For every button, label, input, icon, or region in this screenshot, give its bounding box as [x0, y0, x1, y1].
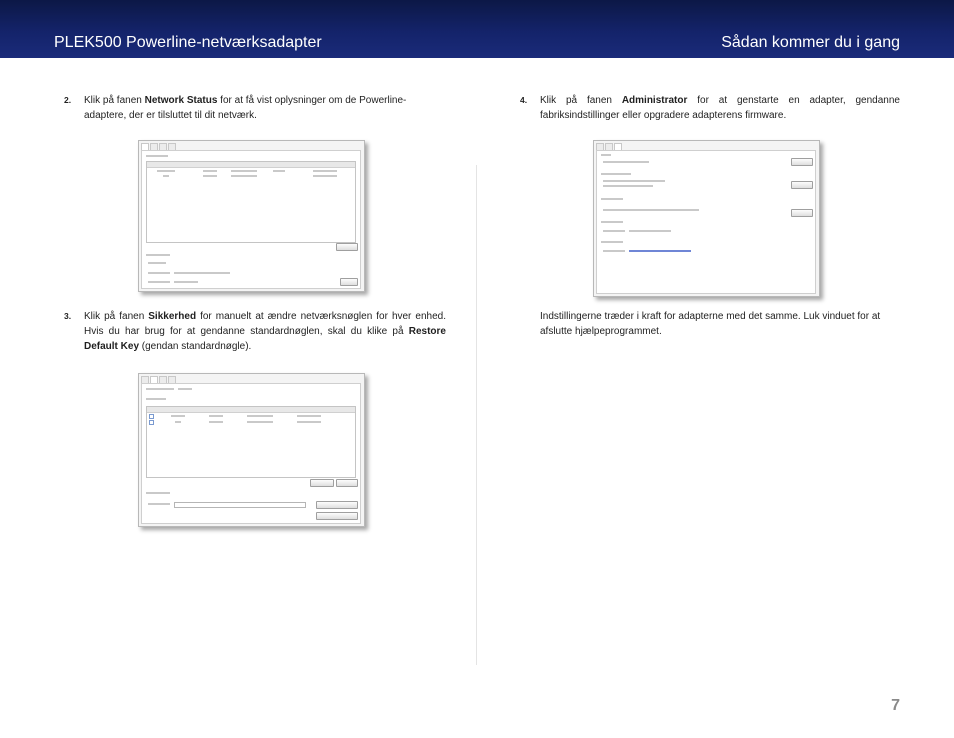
field-label	[603, 230, 625, 232]
cell	[171, 415, 185, 417]
section-title: Sådan kommer du i gang	[721, 34, 900, 51]
refresh-button	[336, 479, 358, 487]
upgrade-button	[791, 209, 813, 217]
group-label	[146, 398, 166, 400]
cell	[273, 170, 285, 172]
network-status-screenshot	[138, 140, 365, 292]
step-text: for at få vist oplysninger om de Powerline-adaptere, der er tilsluttet til dit netværk.	[84, 95, 407, 121]
page-number: 7	[891, 697, 900, 714]
group-label	[601, 241, 623, 243]
step-2	[64, 93, 446, 123]
tab-name-network-status: Network Status	[144, 95, 218, 106]
screenshot-tab	[141, 143, 149, 150]
step-text: (gendan standardnøgle).	[139, 341, 252, 352]
screenshot-tab	[150, 376, 158, 383]
screenshot-tab	[168, 376, 176, 383]
devices-table	[146, 161, 356, 243]
info-row	[148, 281, 170, 283]
column-divider	[476, 165, 477, 665]
step-number: 2.	[64, 95, 72, 105]
screenshot-tab	[141, 376, 149, 383]
info-row	[148, 272, 170, 274]
group-label	[601, 154, 611, 156]
cell	[203, 170, 217, 172]
screenshot-panel	[141, 150, 361, 289]
screenshot-tab	[150, 143, 158, 150]
step-4	[520, 93, 900, 123]
screenshot-tab	[159, 143, 167, 150]
screenshot-tab	[605, 143, 613, 150]
administrator-screenshot	[593, 140, 820, 297]
group-label	[601, 198, 623, 200]
description	[603, 180, 665, 182]
device-checkbox	[149, 414, 154, 419]
header-banner	[0, 0, 954, 58]
current-key-value	[178, 388, 192, 390]
screenshot-panel	[141, 383, 361, 524]
description	[603, 185, 653, 187]
description	[603, 161, 649, 163]
group-label	[146, 492, 170, 494]
step-number: 4.	[520, 95, 528, 105]
screenshot-tab	[168, 143, 176, 150]
support-website-link	[629, 250, 691, 252]
field-label	[148, 503, 170, 505]
device-checkbox	[149, 420, 154, 425]
cell	[313, 175, 337, 177]
step-text: for manuelt at ændre netværksnøglen for hver enhed. Hvis du har brug for at gendanne standardnøglen, skal du klike på	[84, 311, 446, 337]
apply-changes-button	[316, 501, 358, 509]
cell	[313, 170, 337, 172]
step-text: Klik på fanen	[84, 95, 145, 106]
screenshot-panel	[596, 150, 816, 294]
screenshot-tab	[614, 143, 622, 150]
exit-button	[340, 278, 358, 286]
cell	[231, 175, 257, 177]
screenshot-tabs	[141, 376, 176, 383]
cell	[209, 415, 223, 417]
cell	[203, 175, 217, 177]
restore-button	[791, 181, 813, 189]
closing-paragraph: Indstillingerne træder i kraft for adapterne med det samme. Luk vinduet for at afslutte hjælpeprogrammet.	[540, 311, 881, 337]
screenshot-tab	[159, 376, 167, 383]
screenshot-tabs	[141, 143, 176, 150]
security-table	[146, 406, 356, 478]
settings-button	[336, 243, 358, 251]
info-value	[174, 272, 230, 274]
table-header	[147, 407, 355, 413]
step-text: for at genstarte en adapter, gendanne fabriksindstillinger eller opgradere adapterens firmware.	[540, 95, 900, 121]
cell	[297, 415, 321, 417]
cell	[247, 415, 273, 417]
table-header	[147, 162, 355, 168]
field-label	[603, 250, 625, 252]
current-key-label	[146, 388, 174, 390]
create-key-button	[310, 479, 334, 487]
restore-default-key-button	[316, 512, 358, 520]
tab-name-administrator: Administrator	[621, 95, 688, 106]
cell	[175, 421, 181, 423]
step-text: Klik på fanen	[540, 95, 622, 106]
tab-name-security: Sikkerhed	[148, 311, 197, 322]
security-screenshot	[138, 373, 365, 527]
cell	[297, 421, 321, 423]
step-text: Klik på fanen	[84, 311, 149, 322]
cell	[163, 175, 169, 177]
info-row	[148, 262, 166, 264]
step-3	[64, 309, 446, 354]
document-title: PLEK500 Powerline-netværksadapter	[54, 34, 322, 51]
info-value	[174, 281, 198, 283]
screenshot-tab	[596, 143, 604, 150]
restart-button	[791, 158, 813, 166]
software-version-value	[629, 230, 671, 232]
step-number: 3.	[64, 311, 72, 321]
cell	[231, 170, 257, 172]
restore-default-key-label: Restore Default Key	[84, 326, 446, 352]
group-label	[146, 155, 168, 157]
network-key-field	[174, 502, 306, 508]
screenshot-tabs	[596, 143, 622, 150]
cell	[157, 170, 175, 172]
group-label	[601, 173, 631, 175]
cell	[247, 421, 273, 423]
cell	[209, 421, 223, 423]
description	[603, 209, 699, 211]
group-label	[601, 221, 623, 223]
group-label	[146, 254, 170, 256]
